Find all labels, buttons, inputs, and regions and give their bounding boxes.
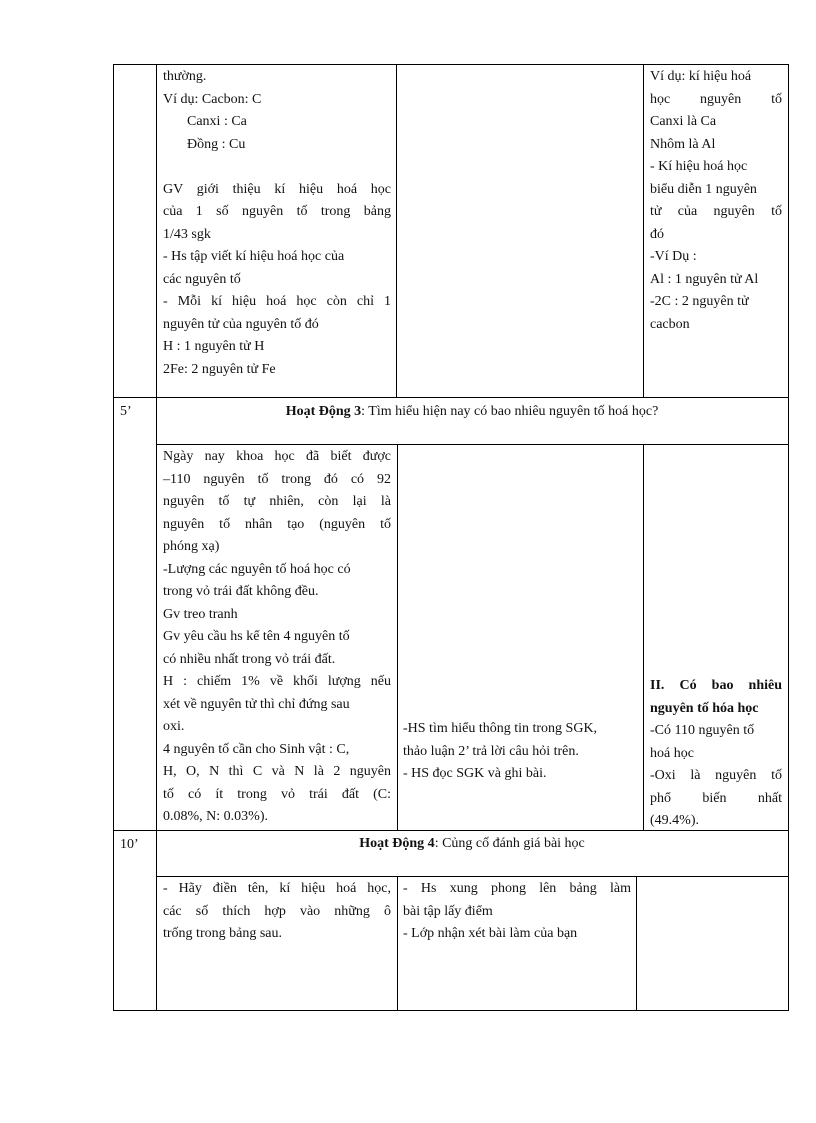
row-divider bbox=[156, 876, 789, 877]
teacher-activity-cell bbox=[163, 878, 391, 946]
teacher-activity-cell bbox=[163, 446, 391, 829]
text-line: nguyên tố tự nhiên, còn lại là bbox=[163, 494, 391, 509]
text-line: phóng xạ) bbox=[163, 539, 220, 554]
text-line: Ví dụ: Cacbon: C bbox=[163, 91, 262, 107]
text-line: đó bbox=[650, 226, 664, 242]
text-line: xét về nguyên tử thì chỉ đứng sau bbox=[163, 696, 350, 712]
text-line: thường. bbox=[163, 69, 207, 84]
text-line: 4 nguyên tố cần cho Sinh vật : C, bbox=[163, 741, 350, 757]
text-line: (49.4%). bbox=[650, 813, 699, 828]
text-line: các số thích hợp vào những ô bbox=[163, 903, 391, 919]
teacher-activity-cell bbox=[163, 66, 391, 381]
column-divider bbox=[396, 64, 397, 398]
notes-cell bbox=[650, 675, 782, 833]
text-line: của 1 số nguyên tố trong bảng bbox=[163, 204, 391, 219]
text-line: nguyên tử của nguyên tố đó bbox=[163, 316, 319, 332]
section-heading: nguyên tố hóa học bbox=[650, 700, 759, 716]
text-line: - HS đọc SGK và ghi bài. bbox=[403, 766, 547, 781]
text-line: có nhiều nhất trong vỏ trái đất. bbox=[163, 651, 336, 667]
text-line: biểu diễn 1 nguyên bbox=[650, 181, 757, 197]
text-line: hoá học bbox=[650, 745, 694, 761]
activity-title-bold: Hoạt Động 3 bbox=[285, 404, 362, 419]
text-line: Canxi là Ca bbox=[650, 114, 717, 129]
text-line: GV giới thiệu kí hiệu hoá học bbox=[163, 181, 391, 197]
text-line bbox=[163, 156, 391, 179]
text-line: Ngày nay khoa học đã biết được bbox=[163, 449, 391, 464]
text-line: H, O, N thì C và N là 2 nguyên bbox=[163, 764, 391, 779]
text-line: Nhôm là Al bbox=[650, 136, 716, 152]
row-divider bbox=[113, 397, 789, 398]
column-divider bbox=[397, 444, 398, 831]
text-line: Ví dụ: kí hiệu hoá bbox=[650, 69, 752, 84]
text-line: H : chiếm 1% về khối lượng nếu bbox=[163, 674, 391, 689]
text-line: tố có ít trong vỏ trái đất (C: bbox=[163, 786, 391, 802]
text-line: 0.08%, N: 0.03%). bbox=[163, 809, 268, 824]
text-line: - Hs tập viết kí hiệu hoá học của bbox=[163, 249, 345, 264]
text-line: thảo luận 2’ trả lời câu hỏi trên. bbox=[403, 743, 579, 759]
text-line: -Có 110 nguyên tố bbox=[650, 723, 755, 738]
text-line: bài tập lấy điểm bbox=[403, 903, 493, 919]
text-line: học nguyên tố bbox=[650, 91, 782, 107]
text-line: Gv yêu cầu hs kể tên 4 nguyên tố bbox=[163, 629, 350, 644]
text-line: cacbon bbox=[650, 316, 690, 332]
text-line: Gv treo tranh bbox=[163, 606, 238, 622]
table-border-left bbox=[113, 64, 114, 1011]
text-line: trống trong bảng sau. bbox=[163, 926, 282, 941]
text-line: các nguyên tố bbox=[163, 271, 241, 287]
text-line: Al : 1 nguyên tử Al bbox=[650, 271, 759, 287]
column-divider bbox=[636, 876, 637, 1011]
text-line: - Mỗi kí hiệu hoá học còn chỉ 1 bbox=[163, 294, 391, 309]
text-line: -Oxi là nguyên tố bbox=[650, 768, 782, 783]
text-line: Canxi : Ca bbox=[187, 114, 247, 129]
text-line: - Hs xung phong lên bảng làm bbox=[403, 881, 631, 896]
text-line: 1/43 sgk bbox=[163, 226, 211, 242]
column-divider bbox=[643, 444, 644, 831]
text-line: -2C : 2 nguyên tử bbox=[650, 294, 749, 309]
activity-title-bold: Hoạt Động 4 bbox=[359, 836, 435, 851]
student-activity-cell bbox=[403, 878, 631, 946]
text-line: –110 nguyên tố trong đó có 92 bbox=[163, 471, 391, 487]
text-line: nguyên tố nhân tạo (nguyên tố bbox=[163, 516, 391, 532]
table-border-right bbox=[788, 64, 789, 1011]
text-line: -Lượng các nguyên tố hoá học có bbox=[163, 561, 351, 577]
text-line: oxi. bbox=[163, 719, 185, 734]
text-line: trong vỏ trái đất không đều. bbox=[163, 584, 319, 599]
time-label: 5’ bbox=[120, 404, 132, 419]
student-activity-cell bbox=[403, 718, 639, 786]
section-heading: II. Có bao nhiêu bbox=[650, 678, 782, 693]
table-border-bottom bbox=[113, 1010, 789, 1011]
text-line: - Kí hiệu hoá học bbox=[650, 159, 748, 174]
activity-heading bbox=[156, 402, 788, 422]
time-label: 10’ bbox=[120, 837, 139, 852]
column-divider bbox=[643, 64, 644, 398]
text-line: -Ví Dụ : bbox=[650, 249, 697, 264]
text-line: - Lớp nhận xét bài làm của bạn bbox=[403, 926, 578, 941]
column-divider bbox=[397, 876, 398, 1011]
table-border-top bbox=[113, 64, 789, 65]
text-line: -HS tìm hiểu thông tin trong SGK, bbox=[403, 721, 598, 736]
text-line: tử của nguyên tố bbox=[650, 204, 782, 219]
activity-heading bbox=[156, 834, 788, 854]
notes-cell bbox=[650, 66, 782, 336]
text-line: H : 1 nguyên tử H bbox=[163, 339, 265, 354]
activity-title-rest: : Tìm hiểu hiện nay có bao nhiêu nguyên tố hoá học? bbox=[361, 404, 659, 419]
text-line: Đồng : Cu bbox=[187, 136, 246, 152]
column-divider bbox=[156, 64, 157, 1011]
row-divider bbox=[156, 444, 789, 445]
text-line: 2Fe: 2 nguyên tử Fe bbox=[163, 361, 276, 377]
activity-title-rest: : Củng cố đánh giá bài học bbox=[434, 836, 585, 851]
text-line: phổ biến nhất bbox=[650, 790, 782, 806]
text-line: - Hãy điền tên, kí hiệu hoá học, bbox=[163, 881, 391, 896]
